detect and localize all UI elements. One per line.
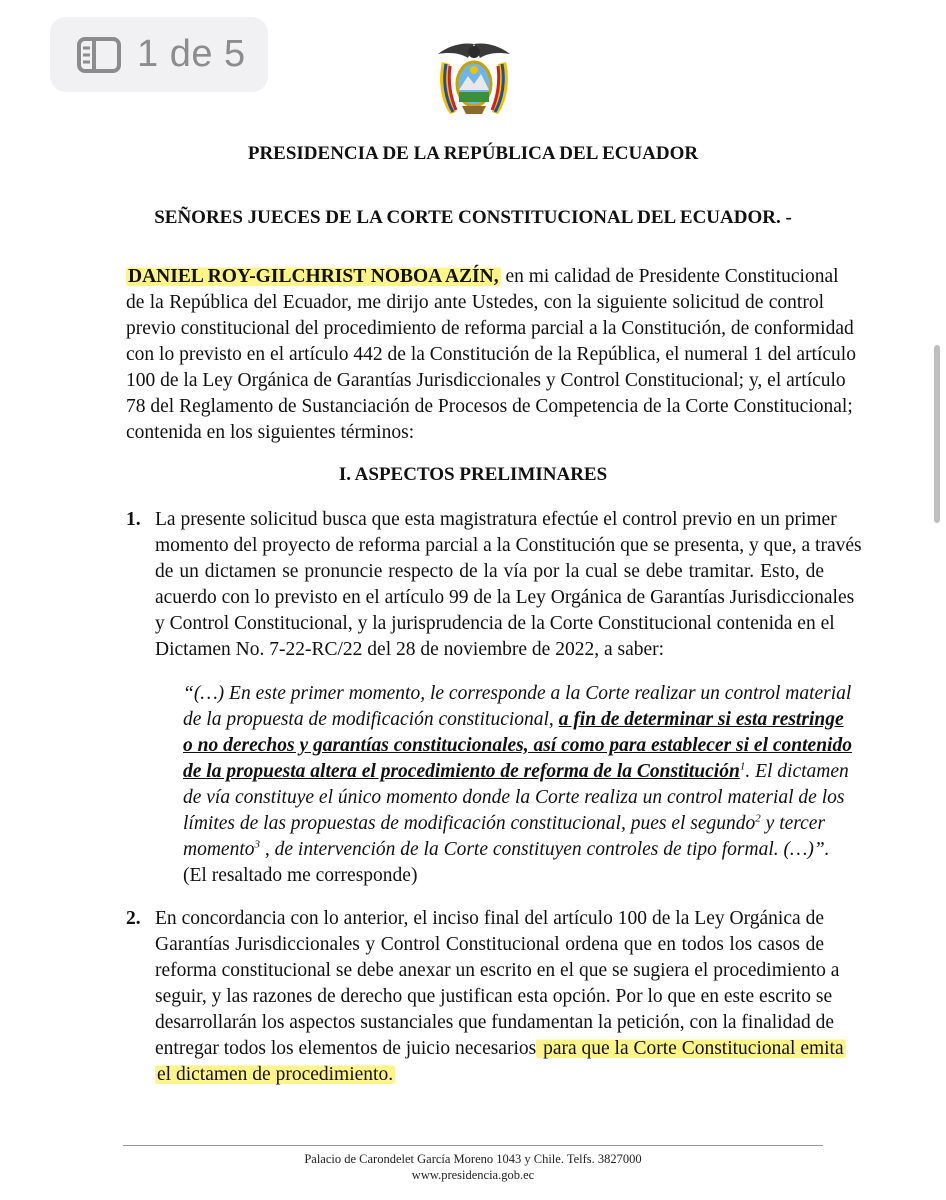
paragraph-line: seguir, y las razones de derecho que justifican esta opción. Por lo que en este escrito se	[155, 986, 833, 1007]
footer-divider	[123, 1145, 823, 1146]
paragraph-line: desarrollarán los aspectos sustanciales que fundamentan la petición, con la finalidad de	[155, 1012, 835, 1033]
paragraph-1	[155, 507, 862, 663]
quote-line: de la propuesta de modificación constitucional, a fin de determinar si esta restringe	[183, 709, 844, 730]
paragraph-line: y Control Constitucional, y la jurisprudencia de la Corte Constitucional contenida en el	[155, 613, 835, 634]
page-indicator[interactable]	[50, 17, 268, 92]
intro-line: 100 de la Ley Orgánica de Garantías Jurisdiccionales y Control Constitucional; y, el artículo	[126, 370, 846, 391]
institution-title: PRESIDENCIA DE LA REPÚBLICA DEL ECUADOR	[247, 143, 699, 164]
intro-line: con lo previsto en el artículo 442 de la Constitución de la República, el numeral 1 del artículo	[126, 344, 856, 365]
paragraph-line: Garantías Jurisdiccionales y Control Constitucional ordena que en todos los casos de	[155, 934, 824, 955]
emphasis-note: (El resaltado me corresponde)	[183, 865, 418, 886]
paragraph-line: acuerdo con lo previsto en el artículo 99 de la Ley Orgánica de Garantías Jurisdiccionales	[155, 587, 855, 608]
intro-paragraph	[126, 264, 856, 446]
footnote-ref: 3	[254, 838, 260, 851]
quote-line: de la propuesta altera el procedimiento de reforma de la Constitución$^1$. El dictamen	[183, 760, 849, 782]
pages-icon	[77, 37, 121, 73]
paragraph-2	[155, 906, 844, 1088]
footer-address: Palacio de Carondelet García Moreno 1043 y Chile. Telfs. 3827000	[304, 1152, 642, 1166]
quote-line: “(…) En este primer momento, le corresponde a la Corte realizar un control material	[183, 683, 852, 704]
quoted-ruling	[183, 681, 852, 889]
page-indicator-text: 1 de 5	[137, 33, 246, 75]
scrollbar-thumb[interactable]	[934, 345, 940, 523]
paragraph-line: de un dictamen se pronuncie respecto de la vía por la cual se debe tramitar. Esto, de	[155, 561, 824, 582]
quote-line: o no derechos y garantías constitucionales, así como para establecer si el contenido	[183, 735, 852, 756]
paragraph-number: 2.	[126, 908, 141, 929]
paragraph-line: reforma constitucional se debe anexar un escrito en el que se sugiera el procedimiento a	[155, 960, 840, 981]
coat-of-arms-icon	[432, 40, 516, 120]
intro-line: previo constitucional del procedimiento de reforma parcial a la Constitución, de conformidad	[126, 318, 854, 339]
intro-line: de la República del Ecuador, me dirijo ante Ustedes, con la siguiente solicitud de control	[126, 292, 824, 313]
footnote-ref: 1	[739, 760, 746, 773]
paragraph-line: entregar todos los elementos de juicio necesarios para que la Corte Constitucional emita	[155, 1038, 844, 1059]
paragraph-line: En concordancia con lo anterior, el inciso final del artículo 100 de la Ley Orgánica de	[155, 908, 824, 929]
applicant-name: DANIEL ROY-GILCHRIST NOBOA AZÍN,	[128, 266, 499, 287]
section-heading: I. ASPECTOS PRELIMINARES	[338, 464, 608, 485]
paragraph-number: 1.	[126, 509, 141, 530]
paragraph-line	[155, 1062, 824, 1088]
footer-website: www.presidencia.gob.ec	[411, 1168, 535, 1182]
quote-line: momento$^3$ , de intervención de la Corte constituyen controles de tipo formal. (…)”.	[183, 838, 830, 860]
quote-line: límites de las propuestas de modificación constitucional, pues el segundo$^2$ y tercer	[183, 812, 826, 834]
paragraph-line: momento del proyecto de reforma parcial a la Constitución que se presenta, y que, a través	[155, 535, 862, 556]
paragraph-line: Dictamen No. 7-22-RC/22 del 28 de noviembre de 2022, a saber:	[155, 639, 665, 660]
highlighted-text: el dictamen de procedimiento.	[157, 1064, 394, 1085]
intro-line: DANIEL ROY-GILCHRIST NOBOA AZÍN, en mi calidad de Presidente Constitucional	[128, 266, 839, 287]
paragraph-line: La presente solicitud busca que esta magistratura efectúe el control previo en un primer	[155, 509, 837, 530]
quote-line: de vía constituye el único momento donde la Corte realiza un control material de los	[183, 787, 845, 808]
highlighted-text: para que la Corte Constitucional emita	[538, 1038, 844, 1059]
intro-line: contenida en los siguientes términos:	[126, 422, 415, 443]
addressee-heading: SEÑORES JUECES DE LA CORTE CONSTITUCIONAL DEL ECUADOR. -	[154, 207, 792, 228]
intro-line: 78 del Reglamento de Sustanciación de Procesos de Competencia de la Corte Constitucional;	[126, 396, 853, 417]
footnote-ref: 2	[755, 812, 761, 825]
